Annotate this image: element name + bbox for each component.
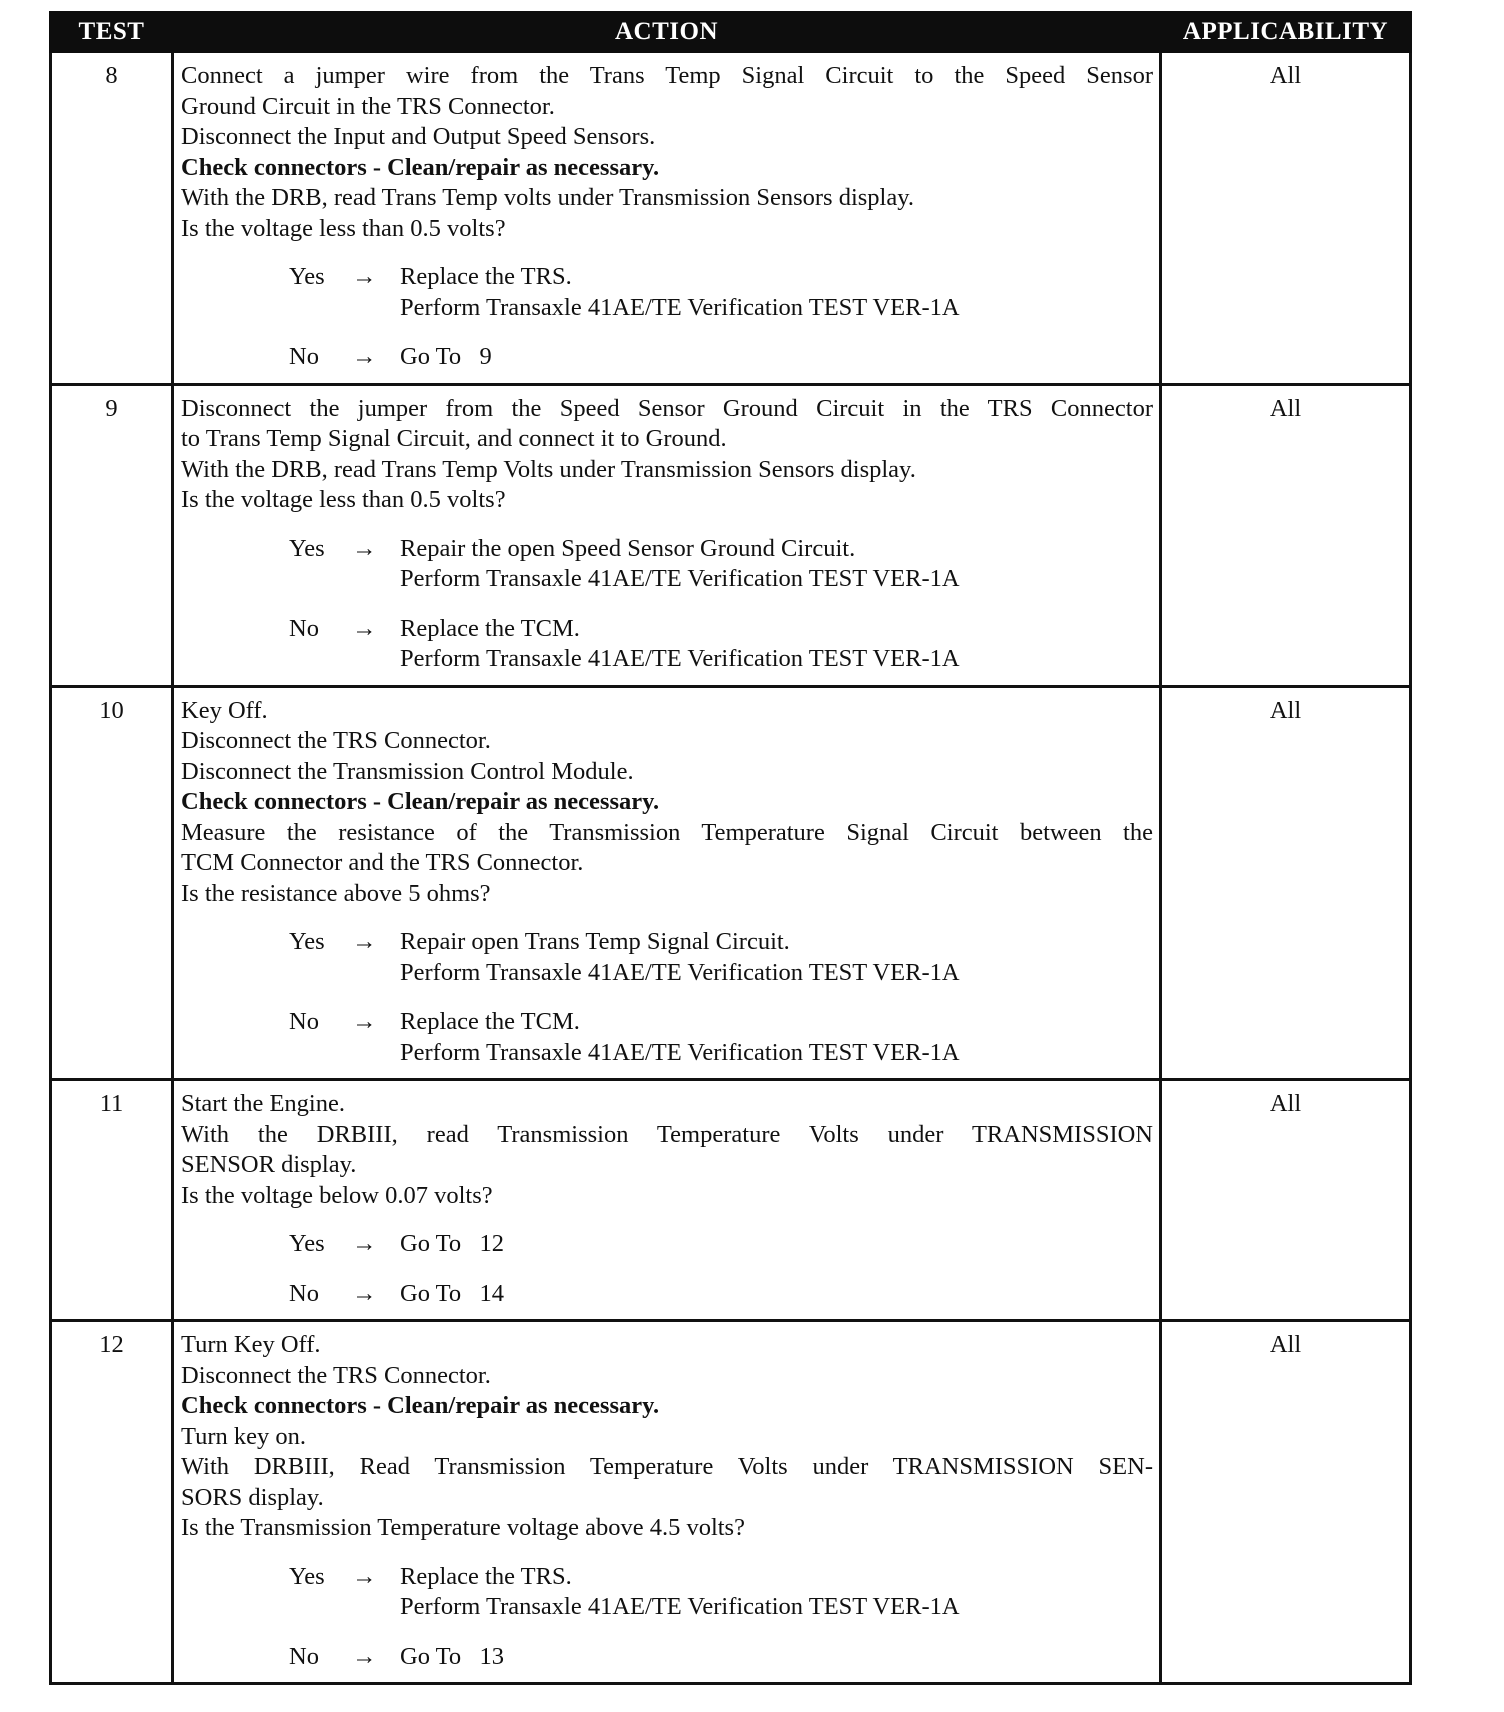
action-instruction-line: Disconnect the TRS Connector. xyxy=(181,727,491,754)
column-header-action: ACTION xyxy=(173,13,1161,52)
action-instruction-line: Ground Circuit in the TRS Connector. xyxy=(181,92,555,120)
action-instruction-line: With DRBIII, Read Transmission Temperature Volts under TRANSMISSION SEN- xyxy=(181,1453,1153,1480)
column-header-applicability: APPLICABILITY xyxy=(1161,13,1411,52)
no-label: No xyxy=(289,1008,319,1035)
right-arrow-icon: → xyxy=(352,1008,377,1035)
yes-branch xyxy=(289,1229,1153,1260)
action-instruction-line: to Trans Temp Signal Circuit, and connect it to Ground. xyxy=(181,425,727,452)
yes-label: Yes xyxy=(289,1230,325,1257)
right-arrow-icon: → xyxy=(352,1279,377,1307)
action-instruction-line: Disconnect the Transmission Control Module. xyxy=(181,757,634,785)
action-instruction-line: Turn key on. xyxy=(181,1422,307,1450)
action-instruction-line: Disconnect the jumper from the Speed Sensor Ground Circuit in the TRS Connector xyxy=(181,394,1153,422)
action-instruction-line: Is the voltage less than 0.5 volts? xyxy=(181,486,506,513)
no-label: No xyxy=(289,1642,319,1670)
action-instruction-line: Connect a jumper wire from the Trans Temp Signal Circuit to the Speed Sensor xyxy=(181,62,1153,89)
action-instruction-line: SORS display. xyxy=(181,1483,324,1511)
action-instruction-line: Disconnect the TRS Connector. xyxy=(181,1361,491,1389)
action-instruction-line: TCM Connector and the TRS Connector. xyxy=(181,849,584,876)
right-arrow-icon: → xyxy=(352,1642,377,1670)
applicability-value: All xyxy=(1161,52,1411,385)
yes-branch xyxy=(289,927,1153,988)
result-line: Repair the open Speed Sensor Ground Circuit. xyxy=(400,534,856,562)
result-line: Perform Transaxle 41AE/TE Verification TEST VER-1A xyxy=(400,1038,960,1066)
no-branch xyxy=(289,614,1153,675)
action-instruction-line: Is the Transmission Temperature voltage above 4.5 volts? xyxy=(181,1514,745,1541)
action-instruction-line: SENSOR display. xyxy=(181,1151,357,1178)
diagnostic-test-table xyxy=(49,11,1412,1685)
table-row xyxy=(51,686,1411,1080)
result-line: Replace the TCM. xyxy=(400,1008,580,1035)
action-instruction-line: Check connectors - Clean/repair as necessary. xyxy=(181,1392,660,1419)
table-row xyxy=(51,1321,1411,1684)
action-instruction-line: Disconnect the Input and Output Speed Sensors. xyxy=(181,123,656,150)
action-instruction-line: Check connectors - Clean/repair as necessary. xyxy=(181,788,660,815)
no-branch xyxy=(289,1279,1153,1310)
result-line: Repair open Trans Temp Signal Circuit. xyxy=(400,928,790,955)
right-arrow-icon: → xyxy=(352,1562,377,1590)
right-arrow-icon: → xyxy=(352,263,377,290)
action-instruction-line: Turn Key Off. xyxy=(181,1331,321,1358)
no-result xyxy=(400,1007,1153,1068)
yes-branch xyxy=(289,534,1153,595)
test-number: 12 xyxy=(51,1321,173,1684)
right-arrow-icon: → xyxy=(352,343,377,370)
no-result xyxy=(400,1642,1153,1673)
table-row xyxy=(51,1080,1411,1321)
test-number: 10 xyxy=(51,686,173,1080)
action-instruction-line: Key Off. xyxy=(181,696,268,724)
test-number: 11 xyxy=(51,1080,173,1321)
right-arrow-icon: → xyxy=(352,534,377,562)
table-body xyxy=(51,52,1411,1684)
action-instruction-line: Check connectors - Clean/repair as necessary. xyxy=(181,153,660,181)
action-instruction-line: Is the voltage below 0.07 volts? xyxy=(181,1181,493,1209)
yes-label: Yes xyxy=(289,534,325,562)
yes-branch xyxy=(289,262,1153,323)
action-instruction-line: Measure the resistance of the Transmission Temperature Signal Circuit between the xyxy=(181,818,1153,846)
yes-result xyxy=(400,927,1153,988)
no-result xyxy=(400,614,1153,675)
no-label: No xyxy=(289,343,319,370)
test-number: 9 xyxy=(51,384,173,686)
table-header-row xyxy=(51,13,1411,52)
result-line: Replace the TCM. xyxy=(400,614,580,642)
table-row xyxy=(51,52,1411,385)
no-result xyxy=(400,1279,1153,1310)
action-instruction-line: Is the voltage less than 0.5 volts? xyxy=(181,214,506,242)
yes-result xyxy=(400,534,1153,595)
result-line: Replace the TRS. xyxy=(400,1562,572,1590)
no-branch xyxy=(289,1642,1153,1673)
result-line: Perform Transaxle 41AE/TE Verification TEST VER-1A xyxy=(400,645,960,672)
no-branch xyxy=(289,342,1153,373)
action-instruction-line: With the DRB, read Trans Temp volts under Transmission Sensors display. xyxy=(181,184,915,211)
no-label: No xyxy=(289,614,319,642)
action-instruction-line: With the DRBIII, read Transmission Temperature Volts under TRANSMISSION xyxy=(181,1120,1153,1148)
test-number: 8 xyxy=(51,52,173,385)
right-arrow-icon: → xyxy=(352,928,377,955)
result-line: Replace the TRS. xyxy=(400,263,572,290)
yes-label: Yes xyxy=(289,928,325,955)
result-line: Go To 12 xyxy=(400,1230,505,1257)
result-line: Go To 13 xyxy=(400,1642,505,1670)
right-arrow-icon: → xyxy=(352,1230,377,1257)
applicability-value: All xyxy=(1161,384,1411,686)
action-cell xyxy=(173,1080,1161,1321)
applicability-value: All xyxy=(1161,686,1411,1080)
action-instruction-line: With the DRB, read Trans Temp Volts under Transmission Sensors display. xyxy=(181,455,916,483)
result-line: Perform Transaxle 41AE/TE Verification TEST VER-1A xyxy=(400,293,960,321)
table-row xyxy=(51,384,1411,686)
action-cell xyxy=(173,1321,1161,1684)
applicability-value: All xyxy=(1161,1080,1411,1321)
result-line: Perform Transaxle 41AE/TE Verification TEST VER-1A xyxy=(400,1593,960,1620)
yes-label: Yes xyxy=(289,263,325,290)
right-arrow-icon: → xyxy=(352,614,377,642)
yes-result xyxy=(400,1229,1153,1260)
action-cell xyxy=(173,686,1161,1080)
action-instruction-line: Start the Engine. xyxy=(181,1090,345,1117)
applicability-value: All xyxy=(1161,1321,1411,1684)
result-line: Go To 9 xyxy=(400,343,492,370)
action-cell xyxy=(173,384,1161,686)
no-result xyxy=(400,342,1153,373)
action-cell xyxy=(173,52,1161,385)
yes-result xyxy=(400,262,1153,323)
result-line: Go To 14 xyxy=(400,1279,505,1307)
result-line: Perform Transaxle 41AE/TE Verification TEST VER-1A xyxy=(400,565,960,592)
no-label: No xyxy=(289,1279,319,1307)
yes-result xyxy=(400,1562,1153,1623)
yes-branch xyxy=(289,1562,1153,1623)
no-branch xyxy=(289,1007,1153,1068)
diagnostic-table-sheet xyxy=(49,11,1409,1685)
result-line: Perform Transaxle 41AE/TE Verification TEST VER-1A xyxy=(400,958,960,986)
column-header-test: TEST xyxy=(51,13,173,52)
yes-label: Yes xyxy=(289,1562,325,1590)
action-instruction-line: Is the resistance above 5 ohms? xyxy=(181,879,491,907)
